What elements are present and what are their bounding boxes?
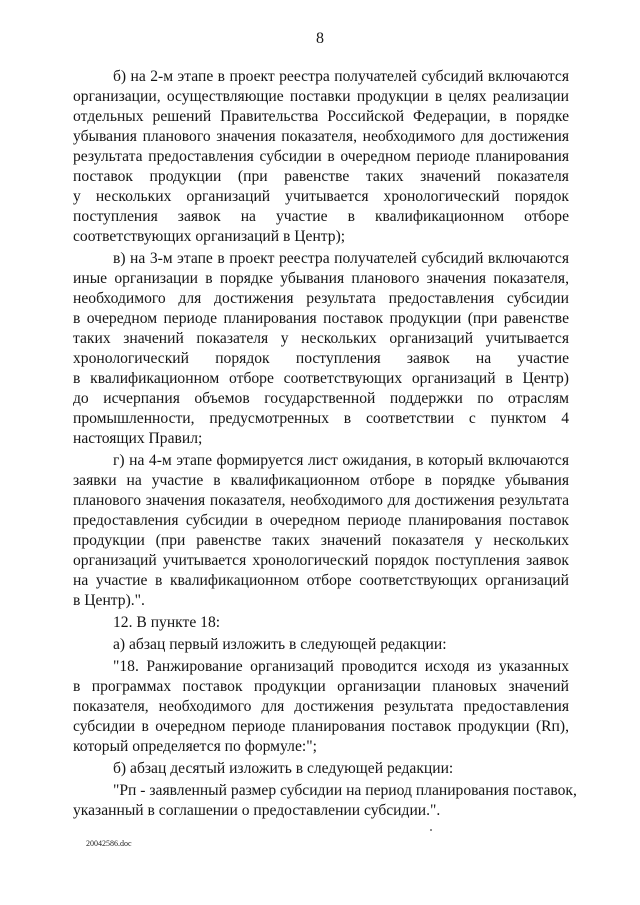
text-line: б) на 2-м этапе в проект реестра получателей субсидий включаются bbox=[113, 68, 569, 85]
text-line: в очередном периоде планирования поставок продукции (при равенстве bbox=[73, 310, 569, 327]
text-line: до исчерпания объемов государственной поддержки по отраслям bbox=[73, 390, 569, 407]
text-line: на участие в квалификационном отборе соответствующих организаций bbox=[73, 572, 569, 589]
text-line: отдельных решений Правительства Российской Федерации, в порядке bbox=[73, 108, 569, 125]
text-line: 12. В пункте 18: bbox=[113, 614, 221, 631]
text-line: продукции (при равенстве таких значений показателя у нескольких bbox=[73, 532, 569, 549]
text-line: промышленности, предусмотренных в соответствии с пунктом 4 bbox=[73, 410, 569, 427]
text-line: у нескольких организаций учитывается хронологический порядок bbox=[73, 188, 569, 205]
text-line: поступления заявок на участие в квалификационном отборе bbox=[73, 208, 569, 225]
text-line: указанный в соглашении о предоставлении субсидии.". bbox=[73, 802, 441, 819]
footer-file-code: 20042586.doc bbox=[86, 839, 132, 848]
text-line: соответствующих организаций в Центр); bbox=[73, 228, 346, 245]
text-line: иные организации в порядке убывания планового значения показателя, bbox=[73, 270, 569, 287]
text-line: предоставления субсидии в очередном периоде планирования поставок bbox=[73, 512, 569, 529]
text-line: б) абзац десятый изложить в следующей редакции: bbox=[113, 760, 454, 777]
page-number: 8 bbox=[316, 30, 324, 47]
scan-speck bbox=[430, 829, 432, 831]
text-line: который определяется по формуле:"; bbox=[73, 738, 317, 755]
text-line: планового значения показателя, необходимого для достижения результата bbox=[73, 492, 569, 509]
text-line: показателя, необходимого для достижения результата предоставления bbox=[73, 698, 569, 715]
text-line: г) на 4-м этапе формируется лист ожидания, в который включаются bbox=[113, 452, 569, 469]
text-line: "Pп - заявленный размер субсидии на период планирования поставок, bbox=[113, 782, 577, 799]
text-line: а) абзац первый изложить в следующей редакции: bbox=[113, 636, 447, 653]
text-line: организации, осуществляющие поставки продукции в целях реализации bbox=[73, 88, 569, 105]
text-line: настоящих Правил; bbox=[73, 430, 203, 447]
text-line: хронологический порядок поступления заявок на участие bbox=[73, 350, 569, 367]
text-line: убывания планового значения показателя, необходимого для достижения bbox=[73, 128, 569, 145]
text-line: "18. Ранжирование организаций проводится исходя из указанных bbox=[113, 658, 569, 675]
text-line: заявки на участие в квалификационном отборе в порядке убывания bbox=[73, 472, 569, 489]
text-line: результата предоставления субсидии в очередном периоде планирования bbox=[73, 148, 569, 165]
text-line: необходимого для достижения результата предоставления субсидии bbox=[73, 290, 569, 307]
text-line: в Центр).". bbox=[73, 592, 145, 609]
text-line: в) на 3-м этапе в проект реестра получателей субсидий включаются bbox=[113, 250, 569, 267]
text-line: таких значений показателя у нескольких организаций учитывается bbox=[73, 330, 569, 347]
text-line: субсидии в очередном периоде планирования поставок продукции (Rп), bbox=[73, 718, 569, 735]
text-line: в программах поставок продукции организации плановых значений bbox=[73, 678, 569, 695]
text-line: поставок продукции (при равенстве таких значений показателя bbox=[73, 168, 569, 185]
text-line: в квалификационном отборе соответствующих организаций в Центр) bbox=[73, 370, 569, 387]
text-line: организаций учитывается хронологический порядок поступления заявок bbox=[73, 552, 569, 569]
